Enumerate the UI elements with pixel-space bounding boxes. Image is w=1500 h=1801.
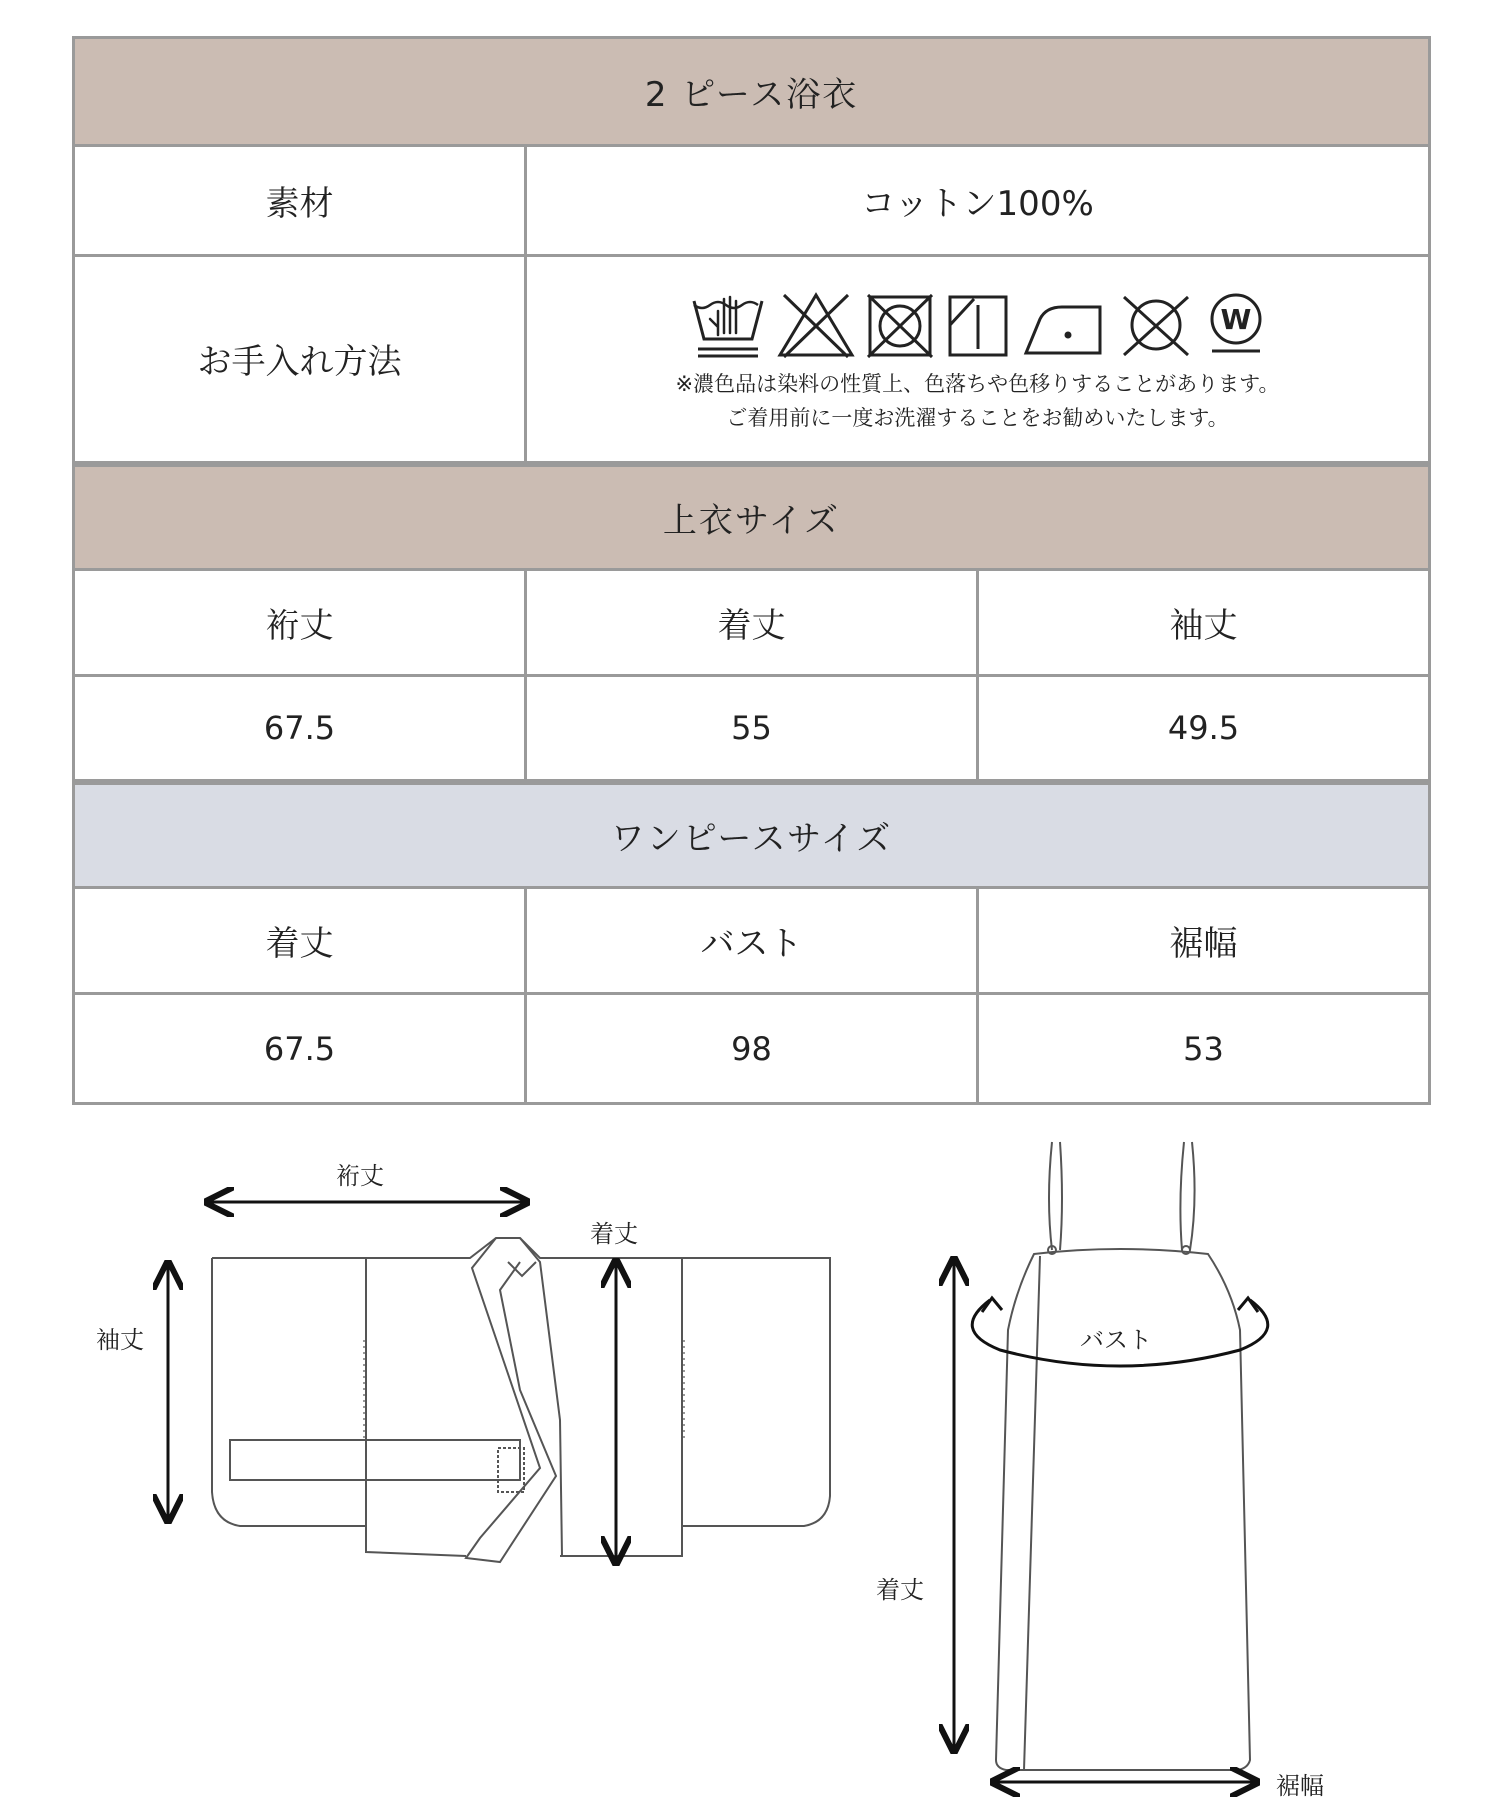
material-value: コットン100% <box>526 146 1430 256</box>
material-label: 素材 <box>74 146 526 256</box>
no-bleach-icon <box>776 289 856 361</box>
diagram-label-yuki: 裄丈 <box>336 1162 384 1190</box>
material-row <box>74 146 1430 256</box>
no-dry-clean-icon <box>1116 289 1196 361</box>
jacket-arrows <box>168 1202 616 1560</box>
top-size-heading: 上衣サイズ <box>74 464 1430 570</box>
line-dry-icon <box>944 289 1012 361</box>
care-icons <box>527 289 1428 361</box>
wet-clean-icon <box>1204 289 1268 361</box>
no-tumble-dry-icon <box>864 289 936 361</box>
dress-drawing <box>996 1142 1250 1770</box>
title-row <box>74 38 1430 146</box>
top-size-value-row <box>74 676 1430 782</box>
dress-size-heading: ワンピースサイズ <box>74 782 1430 888</box>
dress-header-kitake: 着丈 <box>74 888 526 994</box>
top-value-kitake: 55 <box>526 676 978 782</box>
dress-header-bust: バスト <box>526 888 978 994</box>
diagram-label-sodetake: 袖丈 <box>96 1326 144 1354</box>
care-note <box>527 367 1428 435</box>
dress-size-header-row <box>74 888 1430 994</box>
top-header-sodetake: 袖丈 <box>978 570 1430 676</box>
dress-size-value-row <box>74 994 1430 1104</box>
top-size-heading-row <box>74 464 1430 570</box>
top-value-sodetake: 49.5 <box>978 676 1430 782</box>
dress-size-heading-row <box>74 782 1430 888</box>
dress-header-susohaba: 裾幅 <box>978 888 1430 994</box>
diagram-label-dress-kitake: 着丈 <box>876 1576 924 1604</box>
diagram-label-susohaba: 裾幅 <box>1276 1772 1324 1800</box>
top-value-yuki: 67.5 <box>74 676 526 782</box>
diagram-label-bust: バスト <box>1080 1326 1152 1354</box>
top-header-yuki: 裄丈 <box>74 570 526 676</box>
top-size-header-row <box>74 570 1430 676</box>
iron-low-icon <box>1020 289 1108 361</box>
svg-text:W: W <box>1220 302 1251 336</box>
size-sheet <box>72 36 1428 1105</box>
top-header-kitake: 着丈 <box>526 570 978 676</box>
care-cell <box>526 256 1430 464</box>
product-title: 2 ピース浴衣 <box>74 38 1430 146</box>
spec-table <box>72 36 1431 1105</box>
care-row <box>74 256 1430 464</box>
dress-value-susohaba: 53 <box>978 994 1430 1104</box>
dress-value-bust: 98 <box>526 994 978 1104</box>
diagram-label-jacket-kitake: 着丈 <box>590 1220 638 1248</box>
care-note-line1: ※濃色品は染料の性質上、色落ちや色移りすることがあります。 <box>675 371 1280 396</box>
care-note-line2: ご着用前に一度お洗濯することをお勧めいたします。 <box>726 405 1229 430</box>
jacket-drawing <box>212 1238 830 1562</box>
care-label: お手入れ方法 <box>74 256 526 464</box>
hand-wash-icon <box>688 289 768 361</box>
dress-value-kitake: 67.5 <box>74 994 526 1104</box>
